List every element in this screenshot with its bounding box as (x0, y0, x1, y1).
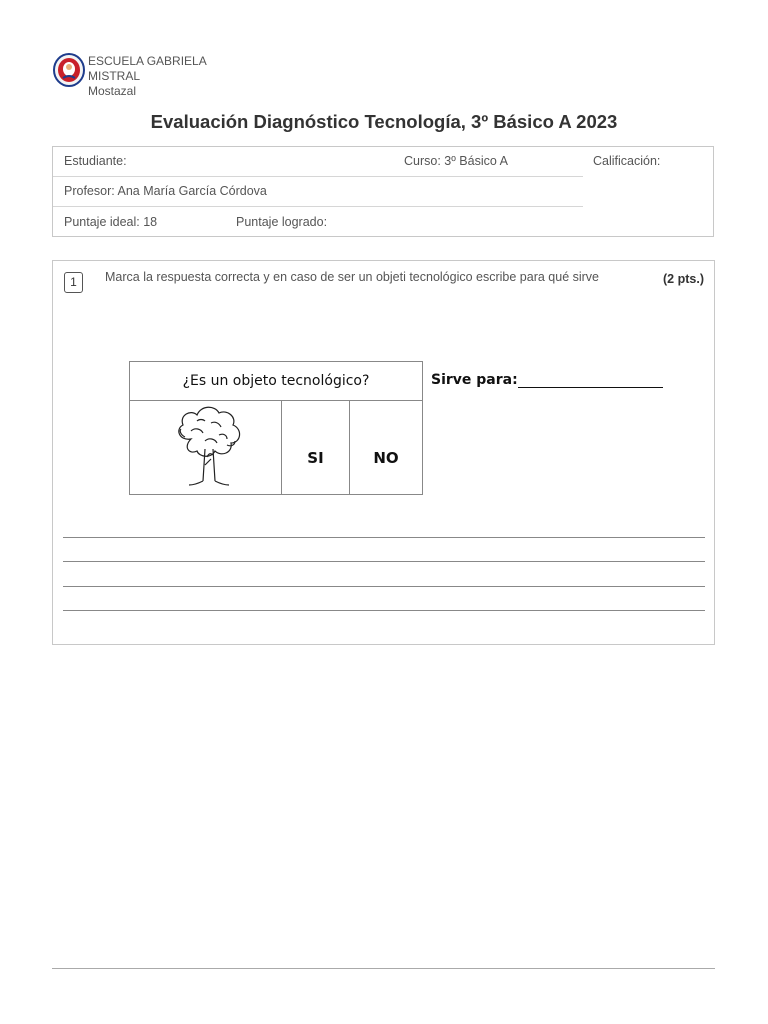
school-name-line2: MISTRAL (88, 69, 141, 83)
divider (53, 176, 583, 177)
option-si[interactable] (282, 401, 350, 495)
answer-line-3[interactable] (63, 586, 705, 587)
question-1 (52, 260, 715, 645)
option-si-label: SI (307, 448, 324, 467)
question-number: 1 (64, 272, 83, 293)
sirve-para-answer-line[interactable] (518, 387, 663, 388)
sirve-para-text: Sirve para: (431, 372, 518, 388)
student-info-box (52, 146, 714, 237)
page-title: Evaluación Diagnóstico Tecnología, 3º Básico A 2023 (150, 111, 618, 132)
divider (53, 206, 583, 207)
school-name (88, 54, 207, 99)
course-label: Curso: 3º Básico A (404, 154, 508, 168)
school-location: Mostazal (88, 84, 137, 98)
answer-line-4[interactable] (63, 610, 705, 611)
student-label: Estudiante: (64, 154, 127, 168)
table-header: ¿Es un objeto tecnológico? (130, 362, 423, 401)
question-text: Marca la respuesta correcta y en caso de ser un objeti tecnológico escribe para qué sirve (105, 270, 600, 284)
tech-object-table (129, 361, 423, 495)
grade-label: Calificación: (593, 154, 661, 168)
ideal-score-label: Puntaje ideal: 18 (64, 215, 158, 229)
answer-line-2[interactable] (63, 561, 705, 562)
question-points: (2 pts.) (663, 272, 704, 286)
school-logo (52, 52, 86, 88)
option-no-label: NO (373, 448, 399, 467)
teacher-label: Profesor: Ana María García Córdova (64, 184, 267, 198)
sirve-para-label (431, 372, 518, 388)
school-name-line1: ESCUELA GABRIELA (88, 54, 207, 68)
tree-icon (161, 401, 251, 489)
answer-line-1[interactable] (63, 537, 705, 538)
achieved-score-label: Puntaje logrado: (236, 215, 328, 229)
option-no[interactable] (350, 401, 423, 495)
tree-image-cell (130, 401, 282, 495)
footer-divider (52, 968, 715, 969)
